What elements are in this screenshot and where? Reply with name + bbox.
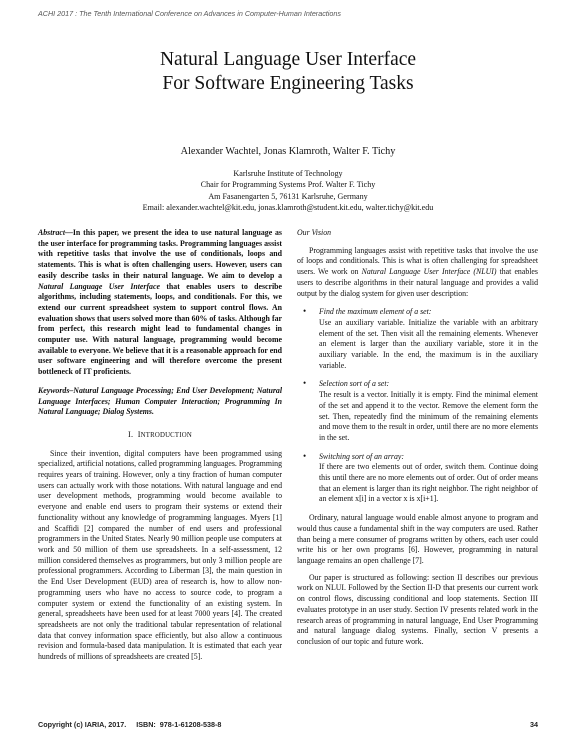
abstract-text-1: —In this paper, we present the idea to use natural language as the user interface for programming tasks. Programming languages assist with repetitive tasks that involve the use of conditionals, loops and statements. This is what is often challenging users. However, users can easily describe tasks in their natural language. We aim to develop a (38, 228, 282, 280)
list-item-body: The result is a vector. Initially it is empty. Find the minimal element of the set and append it to the vector. Remove the element form the set. Then, repeatedly find the minimum of the remaining elements and move them to the result in order, until there are no more elements in the set. (319, 390, 538, 442)
list-item (297, 452, 538, 506)
running-header: ACHI 2017 : The Tenth International Conference on Advances in Computer-Human Interactions (38, 9, 341, 18)
affiliation-institute: Karlsruhe Institute of Technology (233, 169, 343, 178)
left-column (38, 228, 282, 663)
section-heading-introduction (38, 430, 282, 442)
footer-copyright: Copyright (c) IARIA, 2017. ISBN: 978-1-61208-538-8 (38, 720, 222, 729)
affiliation-address: Am Fasanengarten 5, 76131 Karlsruhe, Germany (208, 191, 368, 201)
section-title-rest: NTRODUCTION (140, 431, 192, 439)
vision-nlui-term: Natural Language User Interface (NLUI) (361, 267, 497, 277)
paper-title-line-2: For Software Engineering Tasks (162, 73, 414, 94)
abstract-label: Abstract (38, 228, 66, 237)
list-item-body: If there are two elements out of order, switch them. Continue doing this until there are no more elements out of order. Out of order means that an element is larger than its right neighbor. The right neighbor of an element x[i] in a vector x is x[i+1]. (319, 462, 538, 504)
right-column (297, 228, 538, 648)
list-item-title: Selection sort of a set: (319, 379, 390, 389)
abstract (38, 228, 282, 378)
vision-paragraph-1: Ordinary, natural language would enable almost anyone to program and would thus cause a fundamental shift in the way computers are used. Rather than being a mere consumer of programs written by others, each user could write his or her own programs [6]. However, programming in natural language remains an open challenge [7]. (297, 513, 538, 565)
abstract-text-2: that enables users to describe algorithms, including statements, loops, and conditionals. For this, we extend our current spreadsheet system to support control flows. An evaluation shows that users solved more than 60% of tasks. Although far from perfect, this research might lead to fundamental changes in computer use. With natural language, programming would become available to everyone. We believe that it is a reasonable approach for end user software engineering and will therefore overcome the present bottleneck of IT proficients. (38, 281, 282, 377)
vision-intro-text-1: Programming languages assist with repetitive tasks that involve the use of loops and conditionals. This is what is often challenging for spreadsheet users. We work on (297, 245, 538, 277)
paper-title (0, 48, 576, 96)
affiliation-block (0, 168, 576, 213)
affiliation-email: Email: alexander.wachtel@kit.edu, jonas.klamroth@student.kit.edu, walter.tichy@kit.edu (142, 202, 434, 212)
section-numeral: I. (128, 429, 134, 439)
vision-paragraph-2: Our paper is structured as following: section II describes our previous work on NLUI. Followed by the Section II-D that presents our current work on control flows, discussing conditional and loop statements. Section III evaluates prototype in an user study. Section IV presents related work in the research areas of programming in natural language, End User Programming and natural language dialog systems. Finally, section V presents a conclusion of our topic and future work. (297, 572, 538, 646)
list-item-title: Find the maximum element of a set: (319, 307, 432, 317)
example-task-list (297, 307, 538, 505)
abstract-nlui-term: Natural Language User Interface (38, 281, 160, 291)
author-list: Alexander Wachtel, Jonas Klamroth, Walter F. Tichy (180, 146, 396, 157)
list-item (297, 307, 538, 371)
bullet-icon: • (303, 450, 307, 461)
list-item-body: Use an auxiliary variable. Initialize the variable with an arbitrary element of the set. Then visit all the remaining elements. Whenever an element is larger than the auxiliary variable, store it in the auxiliary variable. In the end, the maximum is in the auxiliary variable. (319, 317, 538, 370)
subsection-heading-our-vision: Our Vision (297, 228, 332, 237)
bullet-icon: • (303, 378, 307, 389)
section-title-initial: I (137, 429, 141, 439)
paper-title-line-1: Natural Language User Interface (159, 49, 417, 70)
list-item (297, 379, 538, 443)
bullet-icon: • (303, 306, 307, 317)
vision-intro-paragraph (297, 246, 538, 300)
page-number: 34 (530, 720, 538, 729)
affiliation-chair: Chair for Programming Systems Prof. Walter F. Tichy (200, 180, 376, 190)
vision-intro-text-2: that enables users to describe algorithms in their natural language and provides a valid output by the dialog system for given user description: (297, 267, 538, 298)
list-item-title: Switching sort of an array: (319, 451, 404, 461)
keywords: Keywords–Natural Language Processing; End User Development; Natural Language Interfaces; Human Computer Interaction; Programming In Natural Language; Dialog Systems. (38, 385, 282, 417)
intro-paragraph: Since their invention, digital computers have been programmed using specialized, artificial notations, called programming languages. Programming requires years of training. However, only a tiny fraction of human computer users can actually work with those notations. With natural language and end user development methods, programming would become available to everyone and enable end users to program their systems or extend their functionality without any knowledge of programming languages. Myers [1] and Scaffidi [2] compared the number of end users and professional programmers in the United States. Nearly 90 million people use computers at work and 50 million of them use spreadsheets. In a self-assessment, 12 million considered themselves as programmers, but only 3 million people are professional programmers. According to Liberman [3], the main question in the End User Development (EUD) area of research is, how to allow non-programming users who have no access to source code, to program a computer system or extend the functionality of an existing system. In general, spreadsheets have been used for at least 7000 years [4]. The created spreadsheets are not only the traditional tabular representation of relational data that convey information space efficiently, but also allow a continuous revision and formula-based data manipulation. It is estimated that each year hundreds of millions of spreadsheets are created [5]. (38, 448, 282, 662)
